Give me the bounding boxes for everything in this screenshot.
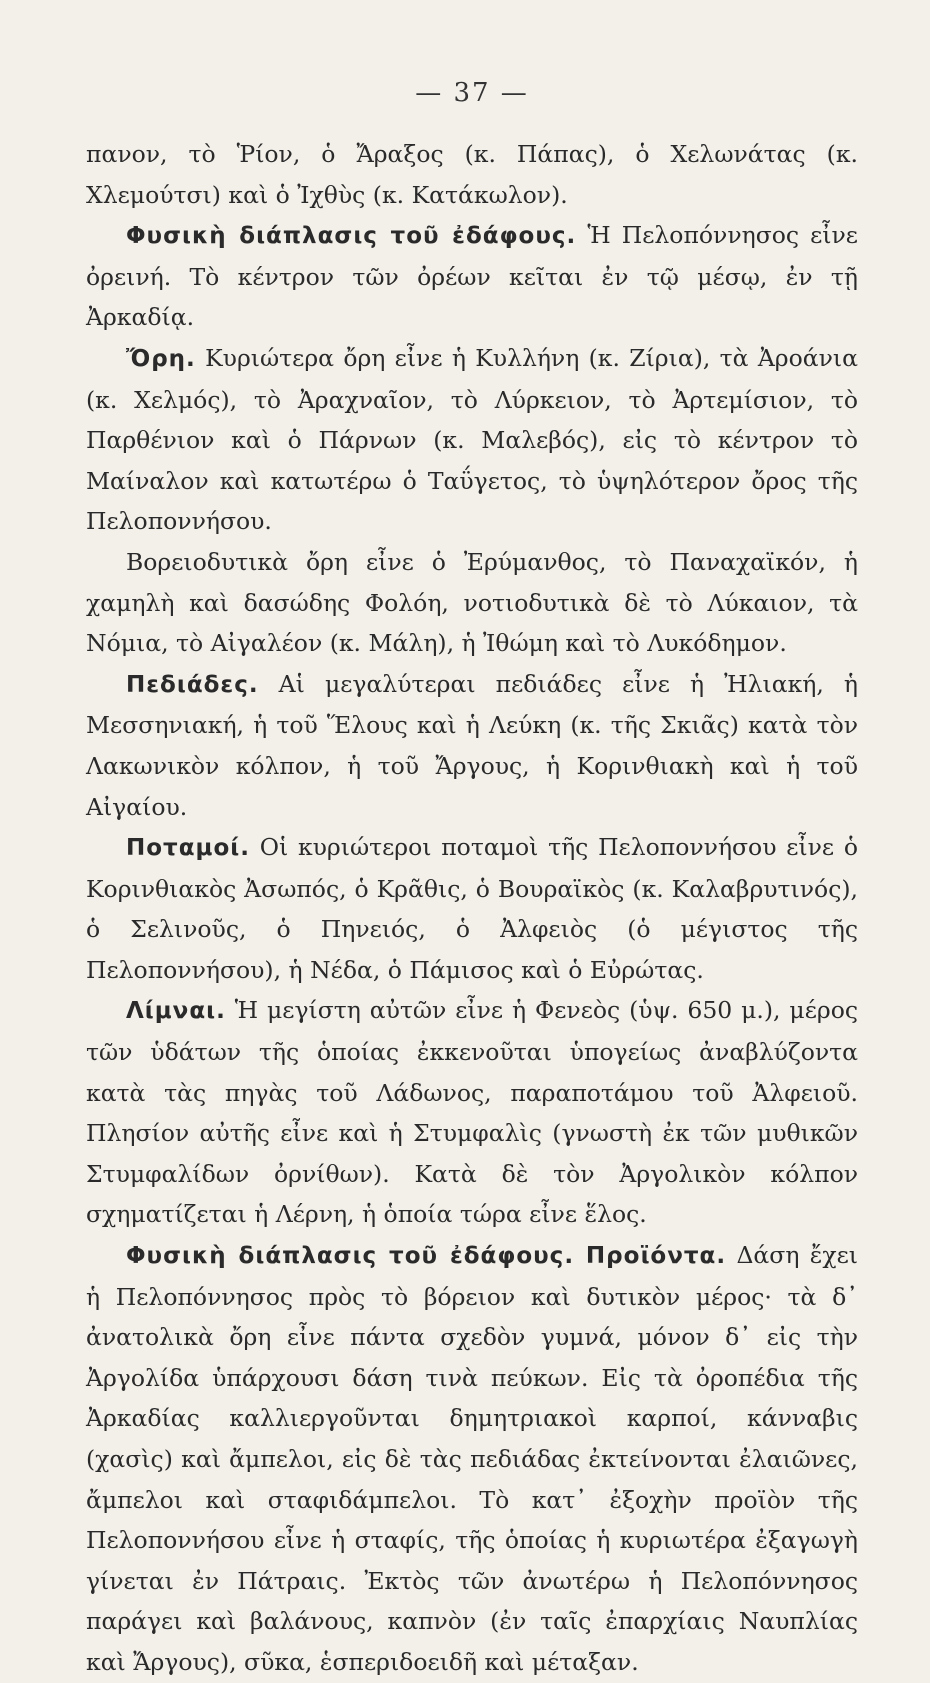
paragraph (86, 542, 858, 664)
paragraph (86, 134, 858, 215)
section-heading: Φυσικὴ διάπλασις τοῦ ἐδάφους. Προϊόντα. (126, 1243, 727, 1270)
paragraph-text: Κυριώτερα ὄρη εἶνε ἡ Κυλλήνη (κ. Ζίρια), τὰ Ἀροάνια (κ. Χελμός), τὸ Ἀραχναῖον, τὸ Λύρκειον, τὸ Ἀρτεμίσιον, τὸ Παρθένιον καὶ ὁ Πάρνων (κ. Μαλεβός), εἰς τὸ κέντρον τὸ Μαίναλον καὶ κατωτέρω ὁ Ταΰγετος, τὸ ὑψηλότερον ὄρος τῆς Πελοποννήσου. (86, 343, 858, 536)
paragraph (86, 664, 858, 827)
paragraph-text: Οἱ κυριώτεροι ποταμοὶ τῆς Πελοποννήσου εἶνε ὁ Κορινθιακὸς Ἀσωπός, ὁ Κρᾶθις, ὁ Βουραϊκὸς (κ. Καλαβρυτινός), ὁ Σελινοῦς, ὁ Πηνειός, ὁ Ἀλφειὸς (ὁ μέγιστος τῆς Πελοποννήσου), ἡ Νέδα, ὁ Πάμισος καὶ ὁ Εὐρώτας. (86, 833, 858, 984)
paragraph-text: Δάση ἔχει ἡ Πελοπόννησος πρὸς τὸ βόρειον καὶ δυτικὸν μέρος· τὰ δ᾽ ἀνατολικὰ ὄρη εἶνε πάντα σχεδὸν γυμνά, μόνον δ᾽ εἰς τὴν Ἀργολίδα ὑπάρχουσι δάση τινὰ πεύκων. Εἰς τὰ ὀροπέδια τῆς Ἀρκαδίας καλλιεργοῦνται δημητριακοὶ καρποί, κάνναβις (χασὶς) καὶ ἄμπελοι, εἰς δὲ τὰς πεδιάδας ἐκτείνονται ἐλαιῶνες, ἄμπελοι καὶ σταφιδάμπελοι. Τὸ κατ᾽ ἐξοχὴν προϊὸν τῆς Πελοποννήσου εἶνε ἡ σταφίς, τῆς ὁποίας ἡ κυριωτέρα ἐξαγωγὴ γίνεται ἐν Πάτραις. Ἐκτὸς τῶν ἀνωτέρω ἡ Πελοπόννησος παράγει καὶ βαλάνους, καπνὸν (ἐν ταῖς ἐπαρχίαις Ναυπλίας καὶ Ἄργους), σῦκα, ἑσπεριδοειδῆ καὶ μέταξαν. (86, 1241, 858, 1676)
paragraph-text: Ἡ Πελοπόννησος εἶνε ὀρεινή. Τὸ κέντρον τῶν ὀρέων κεῖται ἐν τῷ μέσῳ, ἐν τῇ Ἀρκαδίᾳ. (86, 221, 858, 332)
paragraph-text: πανον, τὸ Ῥίον, ὁ Ἄραξος (κ. Πάπας), ὁ Χελωνάτας (κ. Χλεμούτσι) καὶ ὁ Ἰχθὺς (κ. Κατάκωλον). (86, 140, 858, 209)
page-number: — 37 — (415, 78, 529, 108)
paragraph (86, 215, 858, 338)
paragraph-text: Ἡ μεγίστη αὐτῶν εἶνε ἡ Φενεὸς (ὑψ. 650 μ.), μέρος τῶν ὑδάτων τῆς ὁποίας ἐκκενοῦται ὑπογείως ἀναβλύζοντα κατὰ τὰς πηγὰς τοῦ Λάδωνος, παραποτάμου τοῦ Ἀλφειοῦ. Πλησίον αὐτῆς εἶνε καὶ ἡ Στυμφαλὶς (γνωστὴ ἐκ τῶν μυθικῶν Στυμφαλίδων ὀρνίθων). Κατὰ δὲ τὸν Ἀργολικὸν κόλπον σχηματίζεται ἡ Λέρνη, ἡ ὁποία τώρα εἶνε ἕλος. (86, 996, 858, 1229)
paragraph (86, 990, 858, 1235)
paragraph-text: Αἱ μεγαλύτεραι πεδιάδες εἶνε ἡ Ἠλιακή, ἡ Μεσσηνιακή, ἡ τοῦ Ἕλους καὶ ἡ Λεύκη (κ. τῆς Σκιᾶς) κατὰ τὸν Λακωνικὸν κόλπον, ἡ τοῦ Ἄργους, ἡ Κορινθιακὴ καὶ ἡ τοῦ Αἰγαίου. (86, 669, 858, 821)
paragraph (86, 827, 858, 990)
section-heading: Ποταμοί. (126, 835, 250, 862)
section-heading: Πεδιάδες. (126, 671, 259, 698)
paragraph-text: Βορειοδυτικὰ ὄρη εἶνε ὁ Ἐρύμανθος, τὸ Παναχαϊκόν, ἡ χαμηλὴ καὶ δασώδης Φολόη, νοτιοδυτικὰ δὲ τὸ Λύκαιον, τὰ Νόμια, τὸ Αἰγαλέον (κ. Μάλη), ἡ Ἰθώμη καὶ τὸ Λυκόδημον. (86, 547, 858, 658)
section-heading: Λίμναι. (126, 998, 226, 1025)
body-text (86, 134, 858, 1683)
paragraph (86, 338, 858, 542)
section-heading: Ὄρη. (126, 345, 196, 372)
paragraph (86, 1235, 858, 1683)
section-heading: Φυσικὴ διάπλασις τοῦ ἐδάφους. (126, 223, 577, 250)
